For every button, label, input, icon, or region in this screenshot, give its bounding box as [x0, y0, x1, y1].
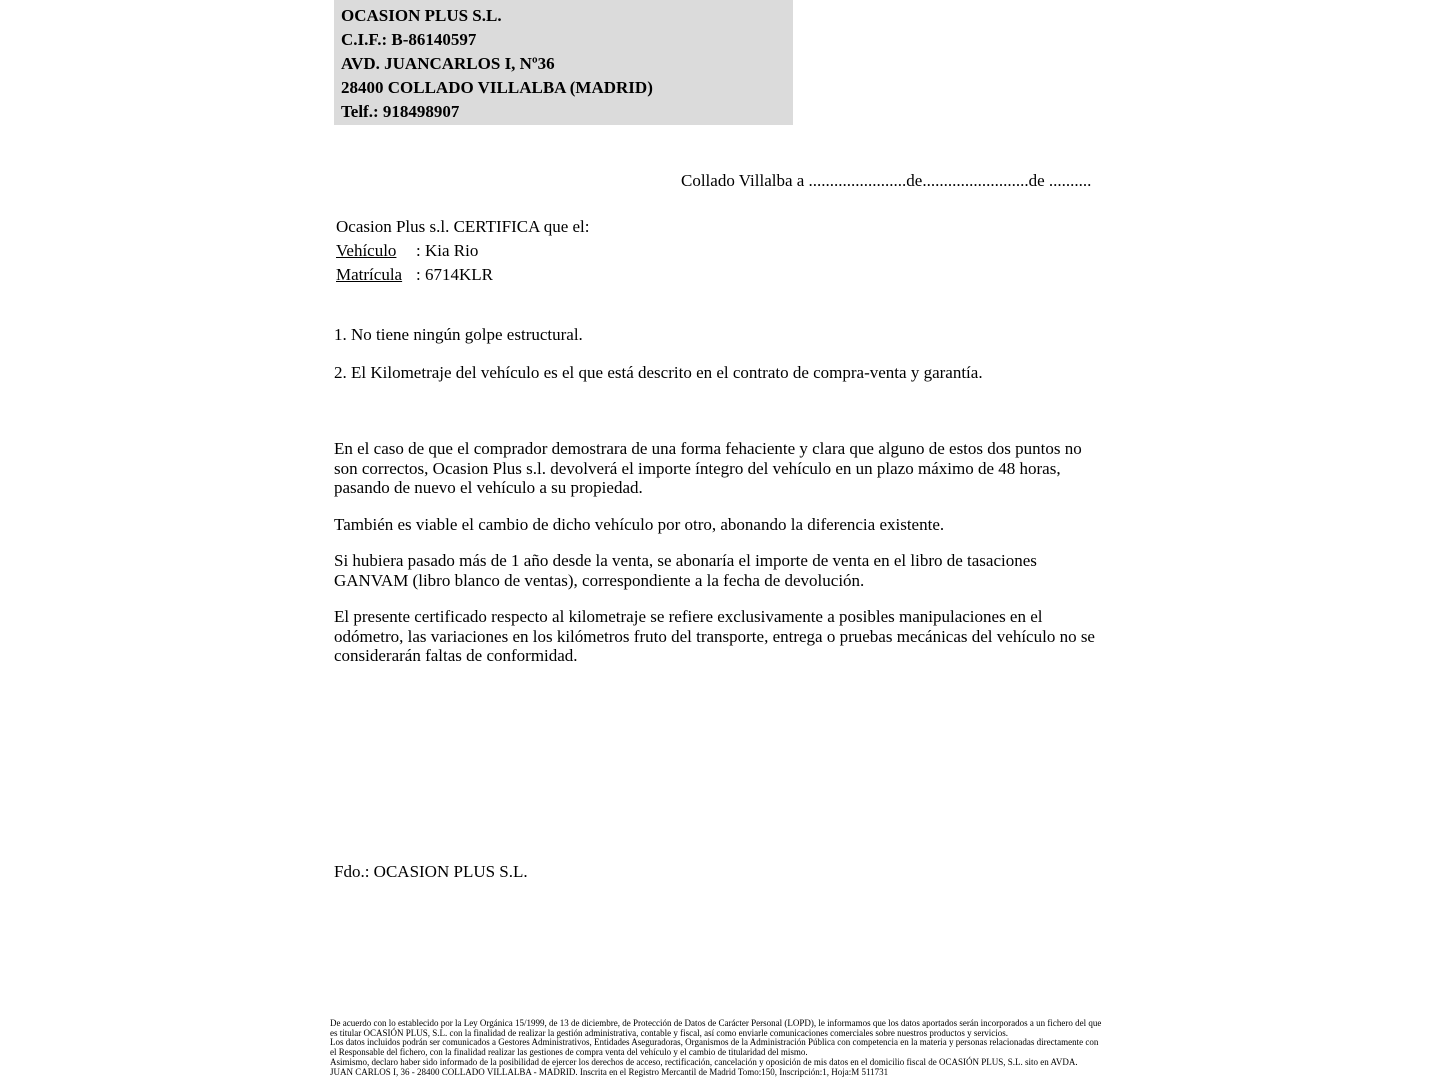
plate-label: Matrícula [336, 265, 403, 284]
legal-footer [330, 1019, 1102, 1077]
point-2: 2. El Kilometraje del vehículo es el que está descrito en el contrato de compra-venta y garantía. [334, 362, 983, 382]
company-cif: C.I.F.: B-86140597 [341, 30, 477, 49]
vehicle-label: Vehículo [336, 241, 397, 260]
point-1: 1. No tiene ningún golpe estructural. [334, 325, 583, 344]
paragraph-ganvam: Si hubiera pasado más de 1 año desde la venta, se abonaría el importe de venta en el libro de tasaciones GANVAM (libro blanco de ventas), correspondiente a la fecha de devolución. [334, 551, 1037, 590]
company-phone: Telf.: 918498907 [341, 102, 460, 121]
certify-intro: Ocasion Plus s.l. CERTIFICA que el: [336, 217, 590, 236]
body-paragraphs [334, 439, 1097, 683]
company-address: AVD. JUANCARLOS I, Nº36 [341, 54, 555, 73]
vehicle-row [336, 239, 590, 263]
paragraph-odometer: El presente certificado respecto al kilometraje se refiere exclusivamente a posibles manipulaciones en el odómetro, las variaciones en los kilómetros fruto del transporte, entrega o pruebas mecánicas del vehículo no se considerarán faltas de conformidad. [334, 607, 1095, 665]
signature-line: Fdo.: OCASION PLUS S.L. [334, 862, 528, 881]
certification-points [334, 325, 1099, 382]
certify-block [336, 215, 590, 287]
plate-row [336, 263, 590, 287]
vehicle-value: : Kia Rio [416, 241, 479, 260]
legal-footer-lopd: De acuerdo con lo establecido por la Ley Orgánica 15/1999, de 13 de diciembre, de Protección de Datos de Carácter Personal (LOPD), le informamos que los datos aportados serán incorporados a un fichero del que es titular OCASIÓN PLUS, S.L. con la finalidad de realizar la gestión administrativa, contable y fiscal, así como enviarle comunicaciones comerciales sobre nuestros productos y servicios. [330, 1018, 1102, 1038]
plate-value: : 6714KLR [416, 265, 493, 284]
paragraph-exchange: También es viable el cambio de dicho vehículo por otro, abonando la diferencia existente. [334, 514, 945, 534]
company-city: 28400 COLLADO VILLALBA (MADRID) [341, 78, 653, 97]
company-name: OCASION PLUS S.L. [341, 6, 502, 25]
company-header [334, 0, 793, 125]
paragraph-refund: En el caso de que el comprador demostrara de una forma fehaciente y clara que alguno de estos dos puntos no son correctos, Ocasion Plus s.l. devolverá el importe íntegro del vehículo en un plazo máximo de 48 horas, pasando de nuevo el vehículo a su propiedad. [334, 439, 1082, 497]
legal-footer-data-sharing: Los datos incluidos podrán ser comunicados a Gestores Administrativos, Entidades Aseguradoras, Organismos de la Administración Pública con competencia en la materia y personas relacionadas directamente con el Responsable del fichero, con la finalidad realizar las gestiones de compra venta del vehículo y el cambio de titularidad del mismo. [330, 1037, 1099, 1058]
legal-footer-rights: Asimismo, declaro haber sido informado de la posibilidad de ejercer los derechos de acceso, rectificación, cancelación y oposición de mis datos en el domicilio fiscal de OCASIÓN PLUS, S.L. sito en AVDA. JUAN CARLOS I, 36 - 28400 COLLADO VILLALBA - MADRID. Inscrita en el Registro Mercantil de Madrid Tomo:150, Inscripción:1, Hoja:M 511731 [330, 1056, 1078, 1077]
date-line: Collado Villalba a .......................de.........................de .......... [681, 171, 1092, 190]
